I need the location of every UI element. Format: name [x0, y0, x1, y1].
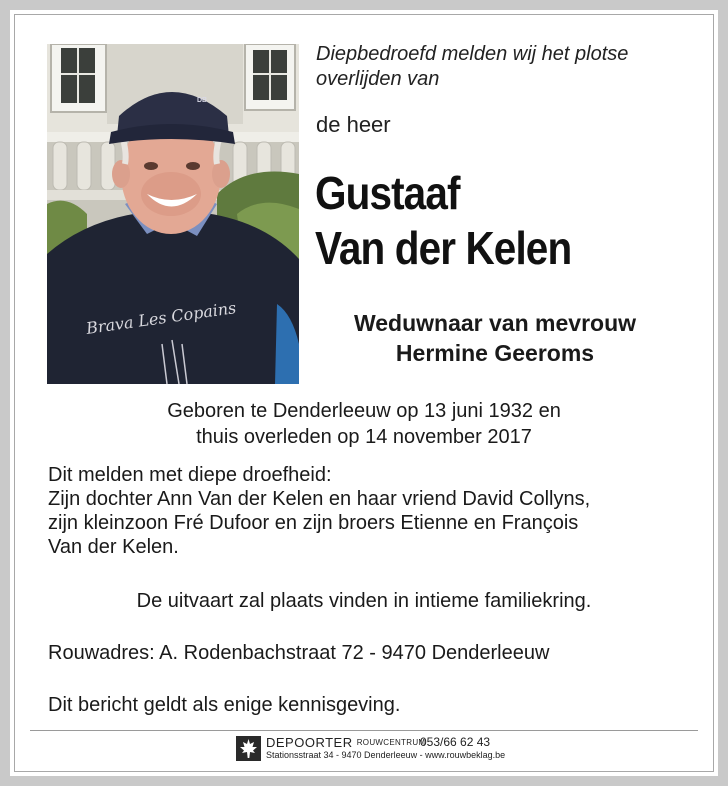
maple-leaf-icon [236, 736, 261, 761]
intro-line: overlijden van [316, 68, 440, 90]
sweater-text: Brava Les Copains [84, 298, 238, 338]
announcement-line: Zijn dochter Ann Van der Kelen en haar vriend David Collyns, [48, 488, 591, 510]
funeral-home-title: DEPOORTER [266, 735, 353, 750]
funeral-home-subtitle: ROUWCENTRUM [356, 738, 426, 747]
funeral-home-contact: Stationsstraat 34 - 9470 Denderleeuw - www.rouwbeklag.be [266, 750, 506, 760]
intro-line: Diepbedroefd melden wij het plotse [316, 43, 629, 65]
funeral-home-name [266, 735, 425, 750]
funeral-home-footer [236, 735, 536, 763]
footer-divider [30, 730, 698, 731]
widower-label: Weduwnaar van mevrouw [353, 310, 637, 336]
notice-text: Dit bericht geldt als enige kennisgeving. [48, 694, 401, 716]
announcement-line: Dit melden met diepe droefheid: [48, 464, 332, 486]
death-line: thuis overleden op 14 november 2017 [196, 426, 532, 448]
widower-of [300, 308, 690, 368]
deceased-name [315, 166, 658, 276]
announcement-line: zijn kleinzoon Fré Dufoor en zijn broers Etienne en François [48, 512, 579, 534]
funeral-info: De uitvaart zal plaats vinden in intieme familiekring. [136, 590, 592, 612]
intro-text [316, 42, 706, 92]
birth-line: Geboren te Denderleeuw op 13 juni 1932 en [167, 400, 561, 422]
announcement-line: Van der Kelen. [48, 536, 179, 558]
spouse-name: Hermine Geeroms [395, 340, 595, 366]
honorific: de heer [316, 112, 391, 137]
first-name: Gustaaf [315, 167, 460, 219]
funeral-home-phone: 053/66 62 43 [420, 735, 491, 749]
birth-death-info [0, 398, 728, 450]
last-name: Van der Kelen [315, 222, 572, 274]
cap-logo-text: DB [197, 97, 208, 104]
portrait-illustration [47, 44, 299, 384]
portrait-photo [47, 44, 299, 384]
mourning-address: Rouwadres: A. Rodenbachstraat 72 - 9470 Denderleeuw [48, 642, 550, 664]
announcement [48, 463, 708, 559]
